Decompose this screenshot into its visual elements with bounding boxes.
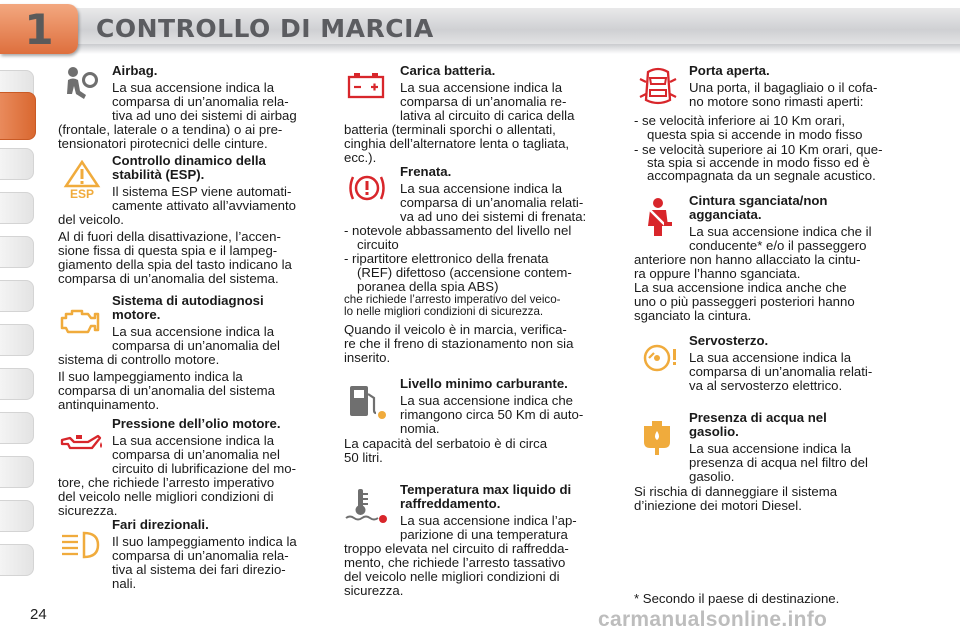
oil-pressure-icon [58, 428, 104, 454]
brake-bullet: (REF) difettoso (accensione contem- [357, 265, 572, 280]
beam-line: tiva al sistema dei fari direzio- [112, 562, 286, 577]
belt-line: anteriore non hanno allacciato la cintu- [634, 252, 861, 267]
water-line: gasolio. [689, 469, 735, 484]
brake-bullet: poranea della spia ABS) [357, 279, 499, 294]
side-tab[interactable] [0, 192, 34, 224]
water-paragraph: Si rischia di danneggiare il sistema [634, 484, 838, 499]
battery-charge-icon [346, 70, 386, 100]
brake-paragraph: re che il freno di stazionamento non sia [344, 336, 574, 351]
fuel-title: Livello minimo carburante. [400, 376, 568, 391]
fuel-line: nomia. [400, 421, 440, 436]
belt-paragraph: uno o più passeggeri posteriori hanno [634, 294, 855, 309]
diag-paragraph: antinquinamento. [58, 397, 160, 412]
side-tab[interactable] [0, 500, 34, 532]
diag-title: motore. [112, 307, 161, 322]
side-tab[interactable] [0, 324, 34, 356]
oil-line: circuito di lubrificazione del mo- [112, 461, 296, 476]
door-open-icon [636, 64, 680, 108]
battery-title: Carica batteria. [400, 63, 496, 78]
esp-line: camente attivato all’avviamento [112, 198, 296, 213]
chapter-side-tabs [0, 60, 38, 580]
side-tab[interactable] [0, 368, 34, 400]
footnote: * Secondo il paese di destinazione. [634, 591, 840, 606]
esp-paragraph: comparsa di un’anomalia del sistema. [58, 271, 279, 286]
side-tab[interactable] [0, 280, 34, 312]
page-title: CONTROLLO DI MARCIA [96, 14, 434, 43]
seatbelt-icon [640, 196, 676, 238]
battery-line: cinghia dell’alternatore lenta o tagliata, [344, 136, 570, 151]
esp-line: del veicolo. [58, 212, 124, 227]
temp-line: mento, che richiede l’arresto tassativo [344, 555, 566, 570]
door-bullet: sta spia si accende in modo fisso ed è [647, 155, 870, 170]
brake-warning-icon [346, 170, 388, 206]
water-in-diesel-icon [638, 418, 676, 458]
diag-line: comparsa di un’anomalia del [112, 338, 280, 353]
diag-paragraph: comparsa di un’anomalia del sistema [58, 383, 275, 398]
side-tab[interactable] [0, 544, 34, 576]
belt-title: Cintura sganciata/non [689, 193, 828, 208]
airbag-line: tensionatori pirotecnici delle cinture. [58, 136, 268, 151]
door-bullet: - se velocità superiore ai 10 Km orari, que- [634, 142, 883, 157]
beam-title: Fari direzionali. [112, 517, 209, 532]
diag-title: Sistema di autodiagnosi [112, 293, 264, 308]
battery-line: lativa al circuito di carica della [400, 108, 575, 123]
esp-title: stabilità (ESP). [112, 167, 205, 182]
brake-line: comparsa di un’anomalia relati- [400, 195, 584, 210]
battery-line: batteria (terminali sporchi o allentati, [344, 122, 556, 137]
temp-line: troppo elevata nel circuito di raffredda- [344, 541, 569, 556]
fuel-level-icon [346, 382, 390, 422]
battery-line: comparsa di un’anomalia re- [400, 94, 567, 109]
oil-line: sicurezza. [58, 503, 118, 518]
esp-warning-icon [62, 160, 102, 200]
side-tab[interactable] [0, 412, 34, 444]
side-tab[interactable] [0, 148, 34, 180]
belt-line: conducente* e/o il passeggero [689, 238, 867, 253]
header-fade [0, 44, 960, 54]
esp-line: Il sistema ESP viene automati- [112, 184, 292, 199]
water-title: Presenza di acqua nel [689, 410, 827, 425]
belt-line: La sua accensione indica che il [689, 224, 872, 239]
brake-paragraph: Quando il veicolo è in marcia, verifica- [344, 322, 567, 337]
fuel-line: rimangono circa 50 Km di auto- [400, 407, 584, 422]
door-bullet: questa spia si accende in modo fisso [647, 127, 863, 142]
diag-line: La sua accensione indica la [112, 324, 275, 339]
brake-bullet: circuito [357, 237, 399, 252]
door-line: no motore sono rimasti aperti: [689, 94, 864, 109]
door-title: Porta aperta. [689, 63, 770, 78]
steer-line: comparsa di un’anomalia relati- [689, 364, 873, 379]
door-bullet: accompagnata da un segnale acustico. [647, 168, 876, 183]
water-paragraph: d’iniezione dei motori Diesel. [634, 498, 802, 513]
brake-paragraph: inserito. [344, 350, 391, 365]
page-number: 24 [30, 606, 47, 623]
belt-paragraph: sganciato la cintura. [634, 308, 752, 323]
water-title: gasolio. [689, 424, 739, 439]
brake-note: lo nelle migliori condizioni di sicurezza. [344, 305, 544, 318]
belt-line: ra oppure l’hanno sganciata. [634, 266, 801, 281]
battery-line: ecc.). [344, 150, 377, 165]
belt-paragraph: La sua accensione indica anche che [634, 280, 847, 295]
airbag-warning-icon [60, 64, 102, 102]
esp-title: Controllo dinamico della [112, 153, 266, 168]
beam-line: nali. [112, 576, 137, 591]
brake-line: La sua accensione indica la [400, 181, 563, 196]
oil-line: del veicolo nelle migliori condizioni di [58, 489, 274, 504]
brake-note: che richiede l’arresto imperativo del veico- [344, 293, 561, 306]
beam-line: comparsa di un’anomalia rela- [112, 548, 289, 563]
temp-line: del veicolo nelle migliori condizioni di [344, 569, 560, 584]
watermark: carmanualsonline.info [598, 608, 828, 631]
fuel-paragraph: 50 litri. [344, 450, 383, 465]
esp-icon-label: ESP [69, 187, 95, 200]
side-tab-active[interactable] [0, 92, 36, 140]
temp-line: sicurezza. [344, 583, 404, 598]
chapter-number: 1 [24, 4, 54, 54]
airbag-line: comparsa di un’anomalia rela- [112, 94, 289, 109]
oil-line: tore, che richiede l’arresto imperativo [58, 475, 275, 490]
door-bullet: - se velocità inferiore ai 10 Km orari, [634, 113, 846, 128]
esp-paragraph: sione fissa di questa spia e il lampeg- [58, 243, 278, 258]
oil-line: comparsa di un’anomalia nel [112, 447, 280, 462]
diag-line: sistema di controllo motore. [58, 352, 220, 367]
temp-title: Temperatura max liquido di [400, 482, 572, 497]
coolant-temperature-icon [344, 486, 390, 526]
airbag-title: Airbag. [112, 63, 158, 78]
steer-line: La sua accensione indica la [689, 350, 852, 365]
fuel-paragraph: La capacità del serbatoio è di circa [344, 436, 548, 451]
brake-line: va ad uno dei sistemi di frenata: [400, 209, 587, 224]
brake-bullet: - ripartitore elettronico della frenata [344, 251, 549, 266]
fuel-line: La sua accensione indica che [400, 393, 574, 408]
brake-title: Frenata. [400, 164, 452, 179]
beam-line: Il suo lampeggiamento indica la [112, 534, 297, 549]
airbag-line: tiva ad uno dei sistemi di airbag [112, 108, 297, 123]
battery-line: La sua accensione indica la [400, 80, 563, 95]
steer-title: Servosterzo. [689, 333, 769, 348]
side-tab[interactable] [0, 236, 34, 268]
oil-title: Pressione dell’olio motore. [112, 416, 281, 431]
power-steering-icon [636, 340, 682, 376]
airbag-line: (frontale, laterale o a tendina) o ai pre- [58, 122, 283, 137]
engine-diagnosis-icon [58, 306, 102, 336]
temp-line: parizione di una temperatura [400, 527, 568, 542]
steer-line: va al servosterzo elettrico. [689, 378, 843, 393]
esp-paragraph: Al di fuori della disattivazione, l’accen- [58, 229, 281, 244]
brake-bullet: - notevole abbassamento del livello nel [344, 223, 572, 238]
water-line: presenza di acqua nel filtro del [689, 455, 868, 470]
diag-paragraph: Il suo lampeggiamento indica la [58, 369, 243, 384]
water-line: La sua accensione indica la [689, 441, 852, 456]
esp-paragraph: giamento della spia del tasto indicano la [58, 257, 292, 272]
belt-title: agganciata. [689, 207, 762, 222]
headlight-beam-icon [58, 530, 104, 560]
oil-line: La sua accensione indica la [112, 433, 275, 448]
airbag-line: La sua accensione indica la [112, 80, 275, 95]
temp-line: La sua accensione indica l’ap- [400, 513, 577, 528]
temp-title: raffreddamento. [400, 496, 501, 511]
door-line: Una porta, il bagagliaio o il cofa- [689, 80, 878, 95]
side-tab[interactable] [0, 456, 34, 488]
